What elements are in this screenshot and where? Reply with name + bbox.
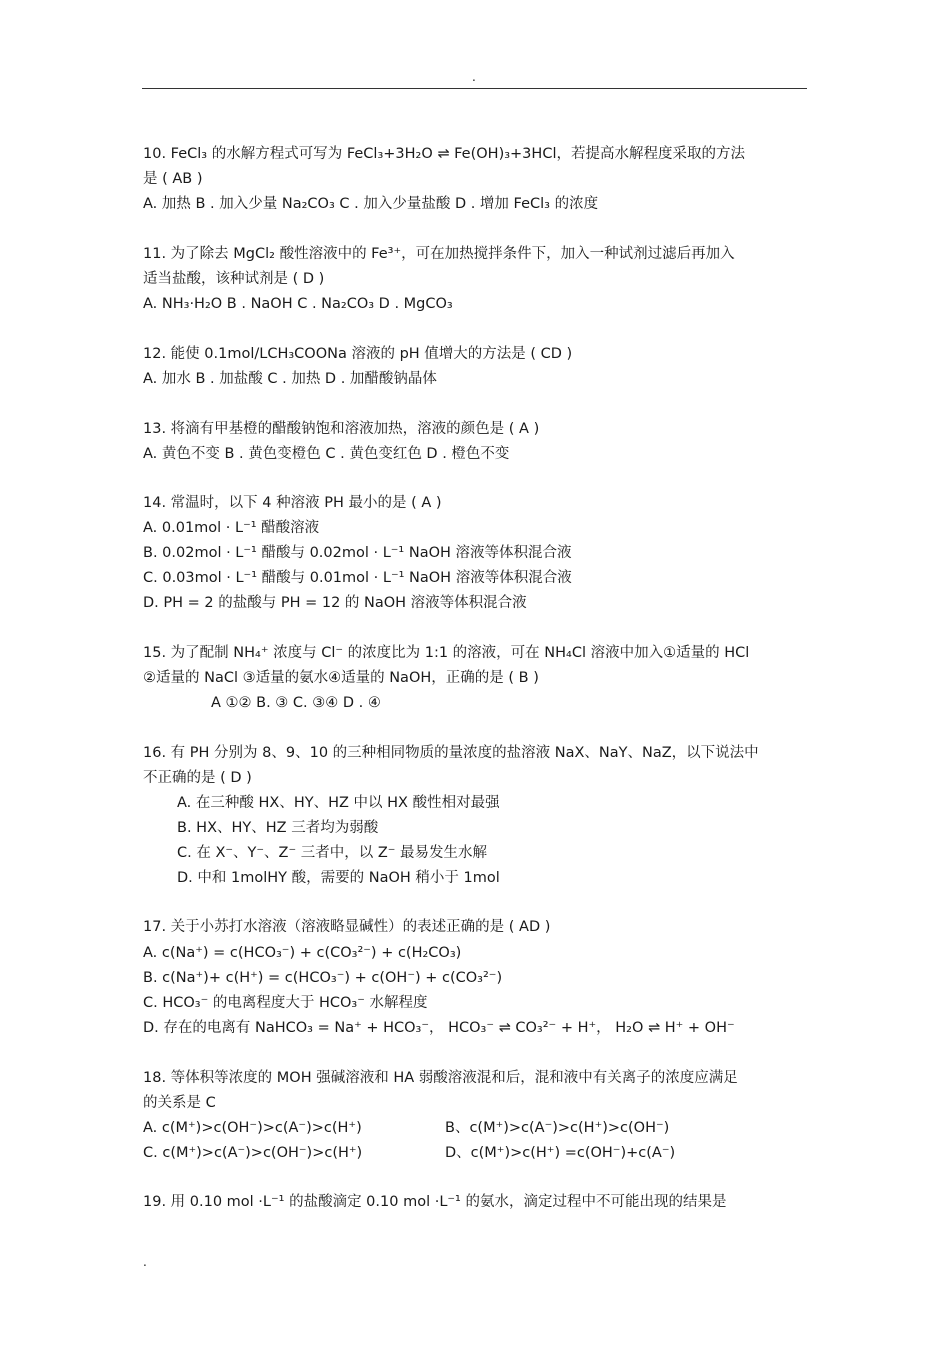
answer-options: A ①② B. ③ C. ③④ D . ④ — [211, 695, 381, 711]
answer-option: A. c(M⁺)>c(OH⁻)>c(A⁻)>c(H⁺) — [143, 1120, 362, 1136]
question-text: 17. 关于小苏打水溶液（溶液略显碱性）的表述正确的是 ( AD ) — [143, 919, 551, 935]
answer-option: B、c(M⁺)>c(A⁻)>c(H⁺)>c(OH⁻) — [445, 1120, 670, 1136]
answer-options: A. 黄色不变 B . 黄色变橙色 C . 黄色变红色 D . 橙色不变 — [143, 446, 510, 462]
answer-option: D. 中和 1molHY 酸，需要的 NaOH 稍小于 1mol — [177, 870, 500, 886]
answer-option: D. 存在的电离有 NaHCO₃ = Na⁺ + HCO₃⁻， HCO₃⁻ ⇌ CO₃²⁻ + H⁺， H₂O ⇌ H⁺ + OH⁻ — [143, 1020, 735, 1036]
answer-options: A. NH₃·H₂O B . NaOH C . Na₂CO₃ D . MgCO₃ — [143, 296, 453, 312]
question-text: 12. 能使 0.1mol/LCH₃COONa 溶液的 pH 值增大的方法是 ( CD ) — [143, 346, 573, 362]
question-text: 19. 用 0.10 mol ·L⁻¹ 的盐酸滴定 0.10 mol ·L⁻¹ 的氨水，滴定过程中不可能出现的结果是 — [143, 1194, 727, 1210]
header-rule — [142, 88, 807, 89]
question-text: 14. 常温时，以下 4 种溶液 PH 最小的是 ( A ) — [143, 495, 442, 511]
question-text: 适当盐酸，该种试剂是 ( D ) — [143, 271, 325, 287]
answer-option: C. HCO₃⁻ 的电离程度大于 HCO₃⁻ 水解程度 — [143, 995, 428, 1011]
answer-option: C. 在 X⁻、Y⁻、Z⁻ 三者中，以 Z⁻ 最易发生水解 — [177, 845, 488, 861]
footer-mark: . — [143, 1255, 147, 1269]
answer-option: C. c(M⁺)>c(A⁻)>c(OH⁻)>c(H⁺) — [143, 1145, 363, 1161]
answer-option: B. 0.02mol · L⁻¹ 醋酸与 0.02mol · L⁻¹ NaOH 溶液等体积混合液 — [143, 545, 572, 561]
question-text: 10. FeCl₃ 的水解方程式可写为 FeCl₃+3H₂O ⇌ Fe(OH)₃+3HCl，若提高水解程度采取的方法 — [143, 146, 745, 162]
answer-option: C. 0.03mol · L⁻¹ 醋酸与 0.01mol · L⁻¹ NaOH 溶液等体积混合液 — [143, 570, 572, 586]
question-text: 11. 为了除去 MgCl₂ 酸性溶液中的 Fe³⁺，可在加热搅拌条件下，加入一种试剂过滤后再加入 — [143, 246, 735, 262]
question-text: ②适量的 NaCl ③适量的氨水④适量的 NaOH，正确的是 ( B ) — [143, 670, 539, 686]
question-text: 是 ( AB ) — [143, 171, 203, 187]
answer-option: A. c(Na⁺) = c(HCO₃⁻) + c(CO₃²⁻) + c(H₂CO₃) — [143, 945, 462, 961]
question-text: 15. 为了配制 NH₄⁺ 浓度与 Cl⁻ 的浓度比为 1:1 的溶液，可在 NH₄Cl 溶液中加入①适量的 HCl — [143, 645, 750, 661]
answer-option: D、c(M⁺)>c(H⁺) =c(OH⁻)+c(A⁻) — [445, 1145, 676, 1161]
answer-options: A. 加水 B . 加盐酸 C . 加热 D . 加醋酸钠晶体 — [143, 371, 437, 387]
answer-option: A. 0.01mol · L⁻¹ 醋酸溶液 — [143, 520, 320, 536]
question-text: 的关系是 C — [143, 1095, 216, 1111]
answer-option: B. c(Na⁺)+ c(H⁺) = c(HCO₃⁻) + c(OH⁻) + c(CO₃²⁻) — [143, 970, 503, 986]
answer-options: A. 加热 B . 加入少量 Na₂CO₃ C . 加入少量盐酸 D . 增加 FeCl₃ 的浓度 — [143, 196, 599, 212]
question-text: 16. 有 PH 分别为 8、9、10 的三种相同物质的量浓度的盐溶液 NaX、NaY、NaZ，以下说法中 — [143, 745, 759, 761]
answer-option: D. PH = 2 的盐酸与 PH = 12 的 NaOH 溶液等体积混合液 — [143, 595, 527, 611]
header-mark: . — [472, 70, 476, 84]
answer-option: A. 在三种酸 HX、HY、HZ 中以 HX 酸性相对最强 — [177, 795, 500, 811]
answer-option: B. HX、HY、HZ 三者均为弱酸 — [177, 820, 379, 836]
question-text: 13. 将滴有甲基橙的醋酸钠饱和溶液加热，溶液的颜色是 ( A ) — [143, 421, 540, 437]
question-text: 不正确的是 ( D ) — [143, 770, 252, 786]
question-text: 18. 等体积等浓度的 MOH 强碱溶液和 HA 弱酸溶液混和后，混和液中有关离子的浓度应满足 — [143, 1070, 738, 1086]
